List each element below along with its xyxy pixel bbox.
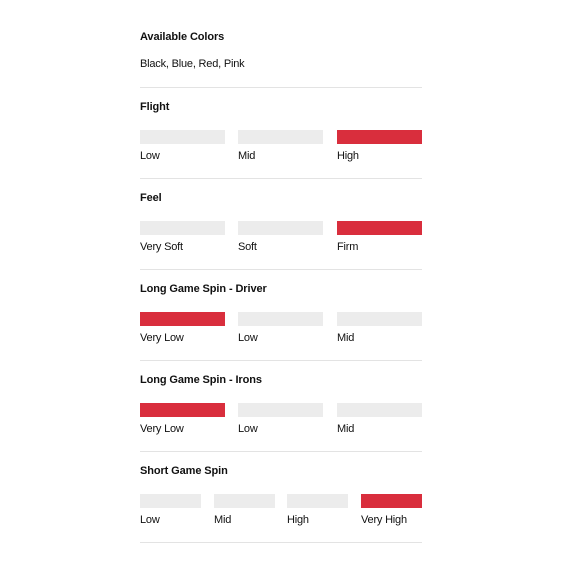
long-game-spin-irons-title: Long Game Spin - Irons xyxy=(140,374,262,386)
short-spin-level-low xyxy=(140,494,201,526)
short-spin-level-very-high-label: Very High xyxy=(361,514,407,526)
long-game-spin-driver-scale xyxy=(140,312,422,346)
feel-level-firm-label: Firm xyxy=(337,241,359,253)
product-specs-panel xyxy=(140,0,422,543)
irons-spin-level-very-low xyxy=(140,403,225,435)
short-spin-level-mid-bar xyxy=(214,494,275,508)
flight-level-mid xyxy=(238,130,323,162)
long-game-spin-irons-scale xyxy=(140,403,422,437)
short-spin-level-high xyxy=(287,494,348,526)
short-spin-level-mid-label: Mid xyxy=(214,514,232,526)
feel-level-very-soft-bar xyxy=(140,221,225,235)
flight-level-high xyxy=(337,130,422,162)
short-spin-level-very-high-bar xyxy=(361,494,422,508)
flight-scale xyxy=(140,130,422,164)
feel-level-soft-bar xyxy=(238,221,323,235)
irons-spin-level-mid-label: Mid xyxy=(337,423,355,435)
driver-spin-level-low xyxy=(238,312,323,344)
driver-spin-level-low-bar xyxy=(238,312,323,326)
feel-title: Feel xyxy=(140,192,162,204)
available-colors-title: Available Colors xyxy=(140,31,225,43)
irons-spin-level-low xyxy=(238,403,323,435)
feel-level-soft-label: Soft xyxy=(238,241,257,253)
short-spin-level-high-label: High xyxy=(287,514,309,526)
short-game-spin-scale xyxy=(140,494,422,528)
flight-title: Flight xyxy=(140,101,170,113)
flight-section xyxy=(140,88,422,179)
flight-level-low-bar xyxy=(140,130,225,144)
irons-spin-level-mid-bar xyxy=(337,403,422,417)
flight-level-high-bar xyxy=(337,130,422,144)
feel-section xyxy=(140,179,422,270)
irons-spin-level-very-low-label: Very Low xyxy=(140,423,184,435)
feel-level-firm-bar xyxy=(337,221,422,235)
flight-level-low-label: Low xyxy=(140,150,160,162)
short-spin-level-mid xyxy=(214,494,275,526)
short-game-spin-section xyxy=(140,452,422,543)
long-game-spin-irons-section xyxy=(140,361,422,452)
long-game-spin-driver-section xyxy=(140,270,422,361)
short-spin-level-very-high xyxy=(361,494,422,526)
irons-spin-level-very-low-bar xyxy=(140,403,225,417)
short-game-spin-title: Short Game Spin xyxy=(140,465,228,477)
irons-spin-level-low-bar xyxy=(238,403,323,417)
feel-scale xyxy=(140,221,422,255)
long-game-spin-driver-title: Long Game Spin - Driver xyxy=(140,283,267,295)
driver-spin-level-very-low xyxy=(140,312,225,344)
flight-level-high-label: High xyxy=(337,150,359,162)
driver-spin-level-very-low-bar xyxy=(140,312,225,326)
feel-level-soft xyxy=(238,221,323,253)
flight-level-mid-bar xyxy=(238,130,323,144)
driver-spin-level-mid xyxy=(337,312,422,344)
short-spin-level-low-label: Low xyxy=(140,514,160,526)
driver-spin-level-low-label: Low xyxy=(238,332,258,344)
available-colors-section xyxy=(140,0,422,88)
flight-level-low xyxy=(140,130,225,162)
driver-spin-level-mid-label: Mid xyxy=(337,332,355,344)
driver-spin-level-very-low-label: Very Low xyxy=(140,332,184,344)
feel-level-very-soft-label: Very Soft xyxy=(140,241,183,253)
driver-spin-level-mid-bar xyxy=(337,312,422,326)
flight-level-mid-label: Mid xyxy=(238,150,256,162)
irons-spin-level-low-label: Low xyxy=(238,423,258,435)
feel-level-very-soft xyxy=(140,221,225,253)
irons-spin-level-mid xyxy=(337,403,422,435)
available-colors-value: Black, Blue, Red, Pink xyxy=(140,58,245,70)
short-spin-level-high-bar xyxy=(287,494,348,508)
short-spin-level-low-bar xyxy=(140,494,201,508)
feel-level-firm xyxy=(337,221,422,253)
